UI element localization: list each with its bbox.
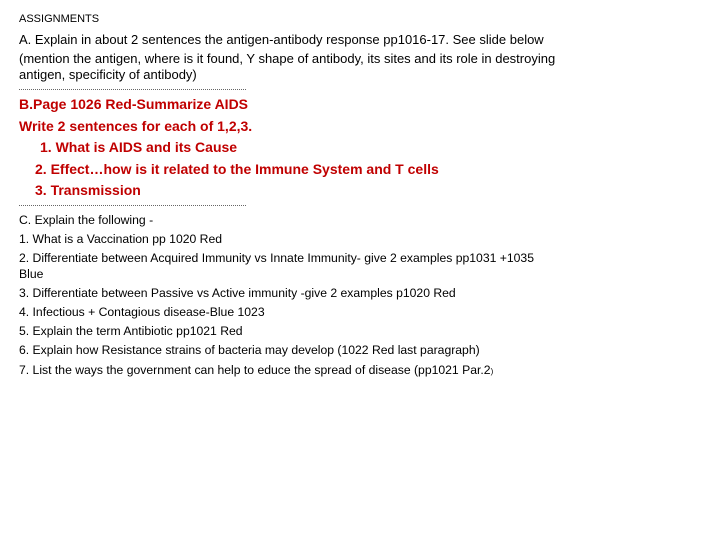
page-heading: ASSIGNMENTS: [19, 13, 100, 25]
section-c-item-2-cont: Blue: [19, 267, 44, 281]
section-a-line-3: antigen, specificity of antibody): [19, 67, 197, 82]
section-b-item-2: 2. Effect…how is it related to the Immune System and T cells: [35, 161, 439, 177]
section-c-item-3: 3. Differentiate between Passive vs Active immunity -give 2 examples p1020 Red: [19, 286, 456, 300]
section-a-line-1: A. Explain in about 2 sentences the antigen-antibody response pp1016-17. See slide below: [19, 32, 544, 47]
divider-b-c: [19, 205, 246, 206]
section-a-line-2: (mention the antigen, where is it found, Y shape of antibody, its sites and its role in destroying: [19, 51, 556, 66]
section-c-item-7: [19, 363, 493, 377]
section-c-item-5: 5. Explain the term Antibiotic pp1021 Red: [19, 324, 243, 338]
closing-paren: ): [490, 367, 494, 376]
section-b-item-3: 3. Transmission: [35, 182, 141, 198]
section-b-title: B.Page 1026 Red-Summarize AIDS: [19, 96, 249, 112]
section-b-instruction: Write 2 sentences for each of 1,2,3.: [19, 118, 253, 134]
section-c-item-1: 1. What is a Vaccination pp 1020 Red: [19, 232, 223, 246]
divider-a-b: [19, 89, 246, 90]
section-c-item-4: 4. Infectious + Contagious disease-Blue 1023: [19, 305, 265, 319]
section-b-item-1: 1. What is AIDS and its Cause: [40, 139, 238, 155]
section-c-item-2: 2. Differentiate between Acquired Immunity vs Innate Immunity- give 2 examples pp1031 +1035: [19, 251, 534, 265]
section-c-item-7-text: 7. List the ways the government can help to educe the spread of disease (pp1021 Par.2: [19, 363, 491, 377]
section-c-item-6: 6. Explain how Resistance strains of bacteria may develop (1022 Red last paragraph): [19, 343, 480, 357]
section-c-title: C. Explain the following -: [19, 213, 154, 227]
